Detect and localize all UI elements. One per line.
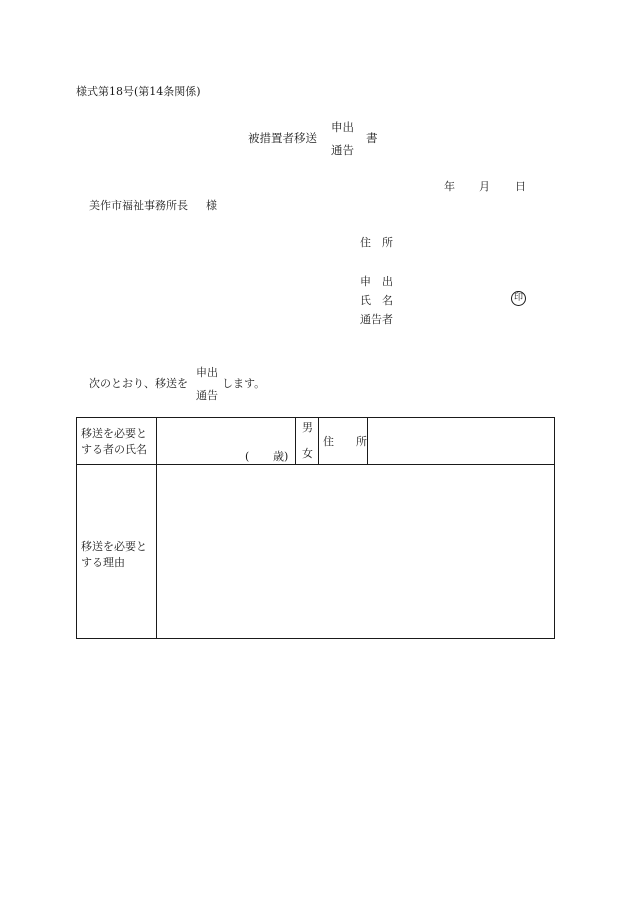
sex-column-left-divider bbox=[295, 418, 296, 464]
person-name-label bbox=[81, 426, 147, 458]
title-option-notice: 通告 bbox=[331, 143, 354, 157]
title-suffix: 書 bbox=[366, 131, 378, 145]
applicant-address-label: 住 所 bbox=[360, 236, 393, 249]
applicant-name-option-notifier: 通告者 bbox=[360, 313, 393, 326]
body-text-after: します。 bbox=[222, 377, 266, 390]
sex-male-label[interactable]: 男 bbox=[302, 421, 313, 434]
date-year-label: 年 bbox=[444, 180, 455, 193]
transfer-form-table bbox=[76, 417, 555, 639]
addressee-name: 美作市福祉事務所長 bbox=[89, 199, 188, 212]
address-label: 住 所 bbox=[323, 435, 367, 448]
age-open-paren: ( bbox=[245, 450, 250, 463]
reason-label bbox=[81, 539, 147, 571]
address-field[interactable] bbox=[368, 418, 554, 464]
age-unit-label: 歳) bbox=[273, 450, 289, 463]
reason-label-line2: する理由 bbox=[81, 556, 125, 569]
body-text-before: 次のとおり、移送を bbox=[89, 377, 188, 390]
sex-column-right-divider bbox=[318, 418, 319, 464]
seal-mark: 印 bbox=[511, 291, 526, 306]
sex-female-label[interactable]: 女 bbox=[302, 447, 313, 460]
title-option-request: 申出 bbox=[331, 120, 354, 134]
addressee-honorific: 様 bbox=[206, 199, 217, 212]
body-option-request: 申出 bbox=[196, 366, 218, 379]
date-day-label: 日 bbox=[515, 180, 526, 193]
date-month-label: 月 bbox=[479, 180, 490, 193]
reason-field[interactable] bbox=[157, 465, 554, 638]
applicant-name-label: 氏 名 bbox=[360, 294, 393, 307]
reason-label-line1: 移送を必要と bbox=[81, 540, 147, 553]
applicant-name-option-request: 申 出 bbox=[360, 275, 393, 288]
body-option-notice: 通告 bbox=[196, 389, 218, 402]
person-name-label-line1: 移送を必要と bbox=[81, 427, 147, 440]
form-number: 様式第18号(第14条関係) bbox=[76, 85, 201, 98]
person-name-label-line2: する者の氏名 bbox=[81, 443, 147, 456]
document-title: 被措置者移送 bbox=[248, 131, 317, 145]
